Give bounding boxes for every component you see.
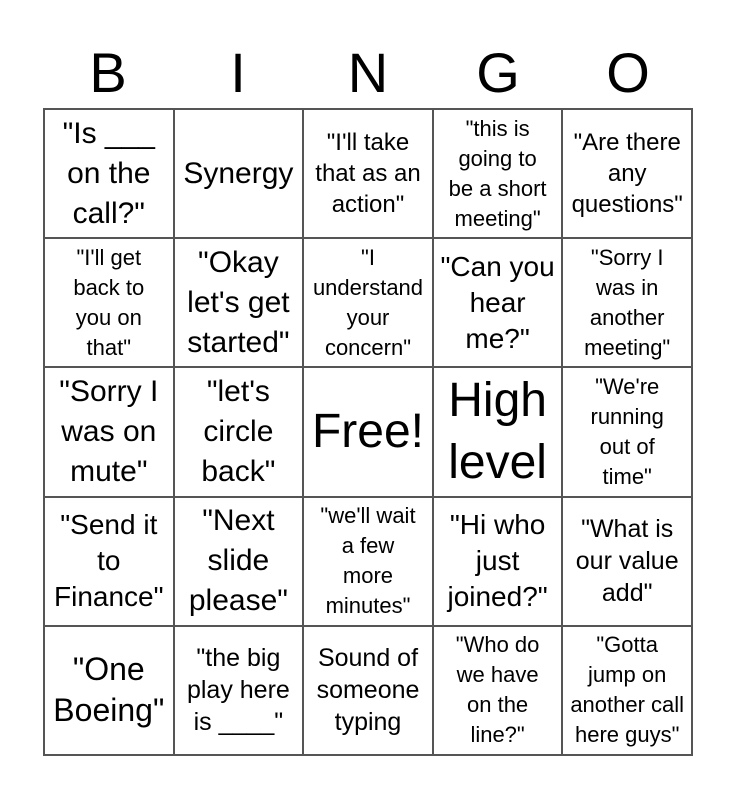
cell-text: "let's circle back"	[201, 374, 276, 488]
cell-text: "Who do we have on the line?"	[455, 632, 540, 748]
bingo-cell-r4c2[interactable]	[174, 497, 304, 626]
cell-text: "Next slide please"	[188, 504, 288, 618]
cell-text: "One Boeing"	[53, 651, 165, 729]
cell-text: "Can you hear me?"	[440, 250, 555, 354]
cell-text: "Sorry I was in another meeting"	[584, 244, 671, 360]
bingo-cell-r4c1[interactable]	[44, 497, 174, 626]
bingo-cell-r4c4[interactable]	[433, 497, 563, 626]
bingo-cell-r2c4[interactable]	[433, 238, 563, 367]
bingo-cell-r3c1[interactable]	[44, 367, 174, 496]
cell-text: "we'll wait a few more minutes"	[320, 503, 416, 619]
bingo-cell-r5c5[interactable]	[562, 626, 692, 755]
bingo-cell-r1c3[interactable]	[303, 109, 433, 238]
bingo-cell-r1c4[interactable]	[433, 109, 563, 238]
bingo-cell-r1c1[interactable]	[44, 109, 174, 238]
bingo-cell-r3c5[interactable]	[562, 367, 692, 496]
header-letter-i: I	[230, 41, 246, 104]
cell-text: Synergy	[183, 156, 294, 190]
bingo-cell-r3c3-free[interactable]	[303, 367, 433, 496]
bingo-cell-r1c5[interactable]	[562, 109, 692, 238]
cell-text: "Gotta jump on another call here guys"	[570, 632, 685, 748]
bingo-header	[43, 38, 693, 108]
cell-text: Sound of someone typing	[316, 644, 420, 737]
cell-text: High level	[448, 373, 547, 489]
bingo-cell-r2c2[interactable]	[174, 238, 304, 367]
cell-text: "Send it to Finance"	[54, 509, 164, 613]
header-letter-g: G	[476, 41, 520, 104]
bingo-cell-r2c3[interactable]	[303, 238, 433, 367]
bingo-cell-r1c2[interactable]	[174, 109, 304, 238]
bingo-cell-r5c2[interactable]	[174, 626, 304, 755]
cell-text: "Sorry I was on mute"	[59, 374, 159, 488]
cell-text: "We're running out of time"	[590, 373, 664, 489]
bingo-cell-r5c3[interactable]	[303, 626, 433, 755]
bingo-cell-r4c3[interactable]	[303, 497, 433, 626]
free-space-text: Free!	[311, 404, 424, 458]
cell-text: "Hi who just joined?"	[447, 509, 548, 613]
cell-text: "Is ___ on the call?"	[62, 116, 155, 230]
cell-text: "I'll take that as an action"	[315, 129, 421, 219]
bingo-board	[43, 108, 693, 756]
header-letter-n: N	[347, 41, 389, 104]
cell-text: "What is our value add"	[575, 515, 679, 608]
cell-text: "Are there any questions"	[571, 129, 683, 219]
cell-text: "the big play here is ____"	[186, 644, 290, 737]
bingo-cell-r3c2[interactable]	[174, 367, 304, 496]
header-letter-b: B	[89, 41, 127, 104]
cell-text: "this is going to be a short meeting"	[448, 115, 547, 231]
bingo-cell-r2c5[interactable]	[562, 238, 692, 367]
bingo-cell-r4c5[interactable]	[562, 497, 692, 626]
bingo-cell-r5c1[interactable]	[44, 626, 174, 755]
cell-text: "I understand your concern"	[312, 244, 424, 360]
bingo-cell-r2c1[interactable]	[44, 238, 174, 367]
bingo-cell-r3c4[interactable]	[433, 367, 563, 496]
header-letter-o: O	[606, 41, 650, 104]
cell-text: "I'll get back to you on that"	[73, 244, 145, 360]
bingo-cell-r5c4[interactable]	[433, 626, 563, 755]
cell-text: "Okay let's get started"	[187, 245, 290, 359]
